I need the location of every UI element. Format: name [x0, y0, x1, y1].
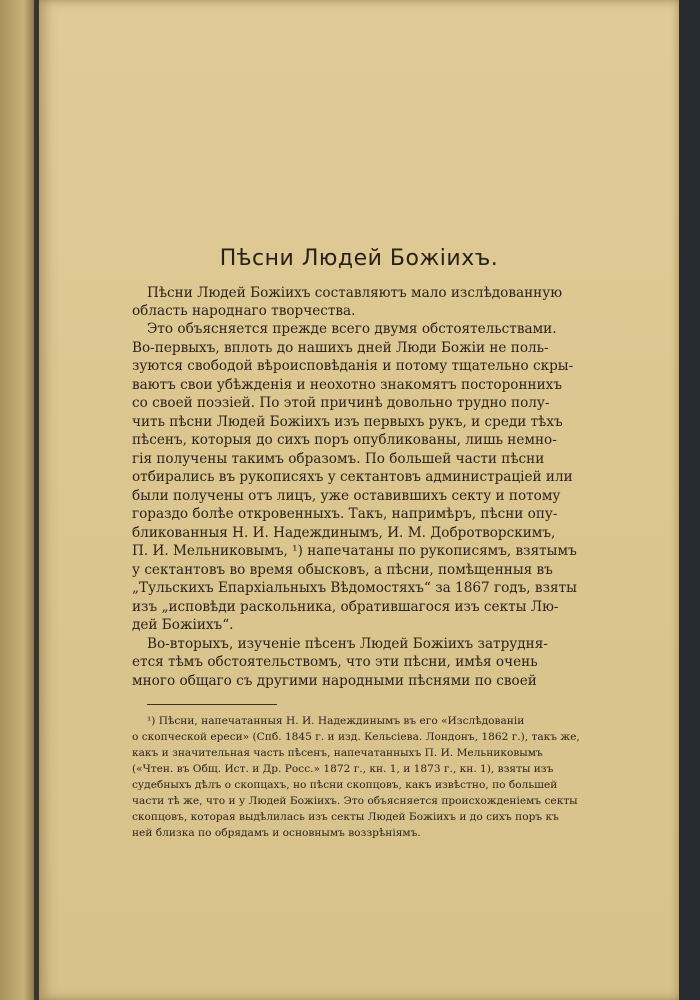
body-line: дей Божіихъ“.: [132, 617, 234, 633]
page-title: Пѣсни Людей Божіихъ.: [219, 246, 499, 271]
footnote-line: части тѣ же, что и у Людей Божіихъ. Это объясняется происхожденіемъ секты: [132, 795, 578, 807]
footnote-line: о скопческой ереси» (Спб. 1845 г. и изд. Кельсіева. Лондонъ, 1862 г.), такъ же,: [132, 731, 580, 743]
footnote-line: («Чтен. въ Общ. Ист. и Др. Росс.» 1872 г., кн. 1, и 1873 г., кн. 1), взяты изъ: [132, 763, 554, 775]
footnote-line: скопцовъ, которая выдѣлилась изъ секты Людей Божіихъ и до сихъ поръ къ: [132, 811, 559, 823]
body-line: Во-вторыхъ, изученіе пѣсенъ Людей Божіихъ затрудня-: [147, 636, 548, 652]
footnote-line: судебныхъ дѣлъ о скопцахъ, но пѣсни скопцовъ, какъ извѣстно, по большей: [132, 779, 558, 791]
body-line: чить пѣсни Людей Божіихъ изъ первыхъ рукъ, и среди тѣхъ: [132, 414, 563, 430]
body-line: П. И. Мельниковымъ, ¹) напечатаны по рукописямъ, взятымъ: [132, 543, 577, 559]
body-line: ется тѣмъ обстоятельствомъ, что эти пѣсни, имѣя очень: [132, 654, 538, 670]
body-line: Это объясняется прежде всего двумя обстоятельствами.: [147, 321, 557, 337]
body-line: „Тульскихъ Епархіальныхъ Вѣдомостяхъ“ за 1867 годъ, взяты: [132, 580, 577, 596]
body-line: Пѣсни Людей Божіихъ составляютъ мало изслѣдованную: [147, 285, 563, 301]
body-line: гораздо болѣе откровенныхъ. Такъ, напримѣръ, пѣсни опу-: [132, 506, 558, 522]
footnote-line: какъ и значительная часть пѣсенъ, напечатанныхъ П. И. Мельниковымъ: [132, 747, 543, 759]
body-text: [39, 0, 679, 1000]
body-line: бликованныя Н. И. Надеждинымъ, И. М. Добротворскимъ,: [132, 525, 556, 541]
footnote-line: ней близка по обрядамъ и основнымъ воззрѣніямъ.: [132, 827, 421, 839]
body-line: много общаго съ другими народными пѣснями по своей: [132, 673, 537, 689]
body-line: зуются свободой вѣроисповѣданія и потому тщательно скры-: [132, 358, 574, 374]
body-line: область народнаго творчества.: [132, 303, 356, 319]
body-line: пѣсенъ, которыя до сихъ поръ опубликованы, лишь немно-: [132, 432, 557, 448]
body-line: Во-первыхъ, вплоть до нашихъ дней Люди Божіи не поль-: [132, 340, 549, 356]
footnote-line: ¹) Пѣсни, напечатанныя Н. И. Надеждинымъ въ его «Изслѣдованіи: [147, 715, 525, 727]
book-page: [39, 0, 679, 1000]
footnote-divider: [147, 704, 277, 705]
body-line: отбирались въ рукописяхъ у сектантовъ администраціей или: [132, 469, 573, 485]
body-line: были получены отъ лицъ, уже оставившихъ секту и потому: [132, 488, 561, 504]
body-line: со своей поэзіей. По этой причинѣ довольно трудно полу-: [132, 395, 550, 411]
scan-background: [679, 0, 700, 1000]
facing-page-edge: [0, 0, 34, 1000]
body-line: у сектантовъ во время обысковъ, а пѣсни, помѣщенныя въ: [132, 562, 553, 578]
body-line: изъ „исповѣди раскольника, обратившагося изъ секты Лю-: [132, 599, 559, 615]
body-line: гія получены такимъ образомъ. По большей части пѣсни: [132, 451, 545, 467]
body-line: ваютъ свои убѣжденія и неохотно знакомятъ постороннихъ: [132, 377, 562, 393]
